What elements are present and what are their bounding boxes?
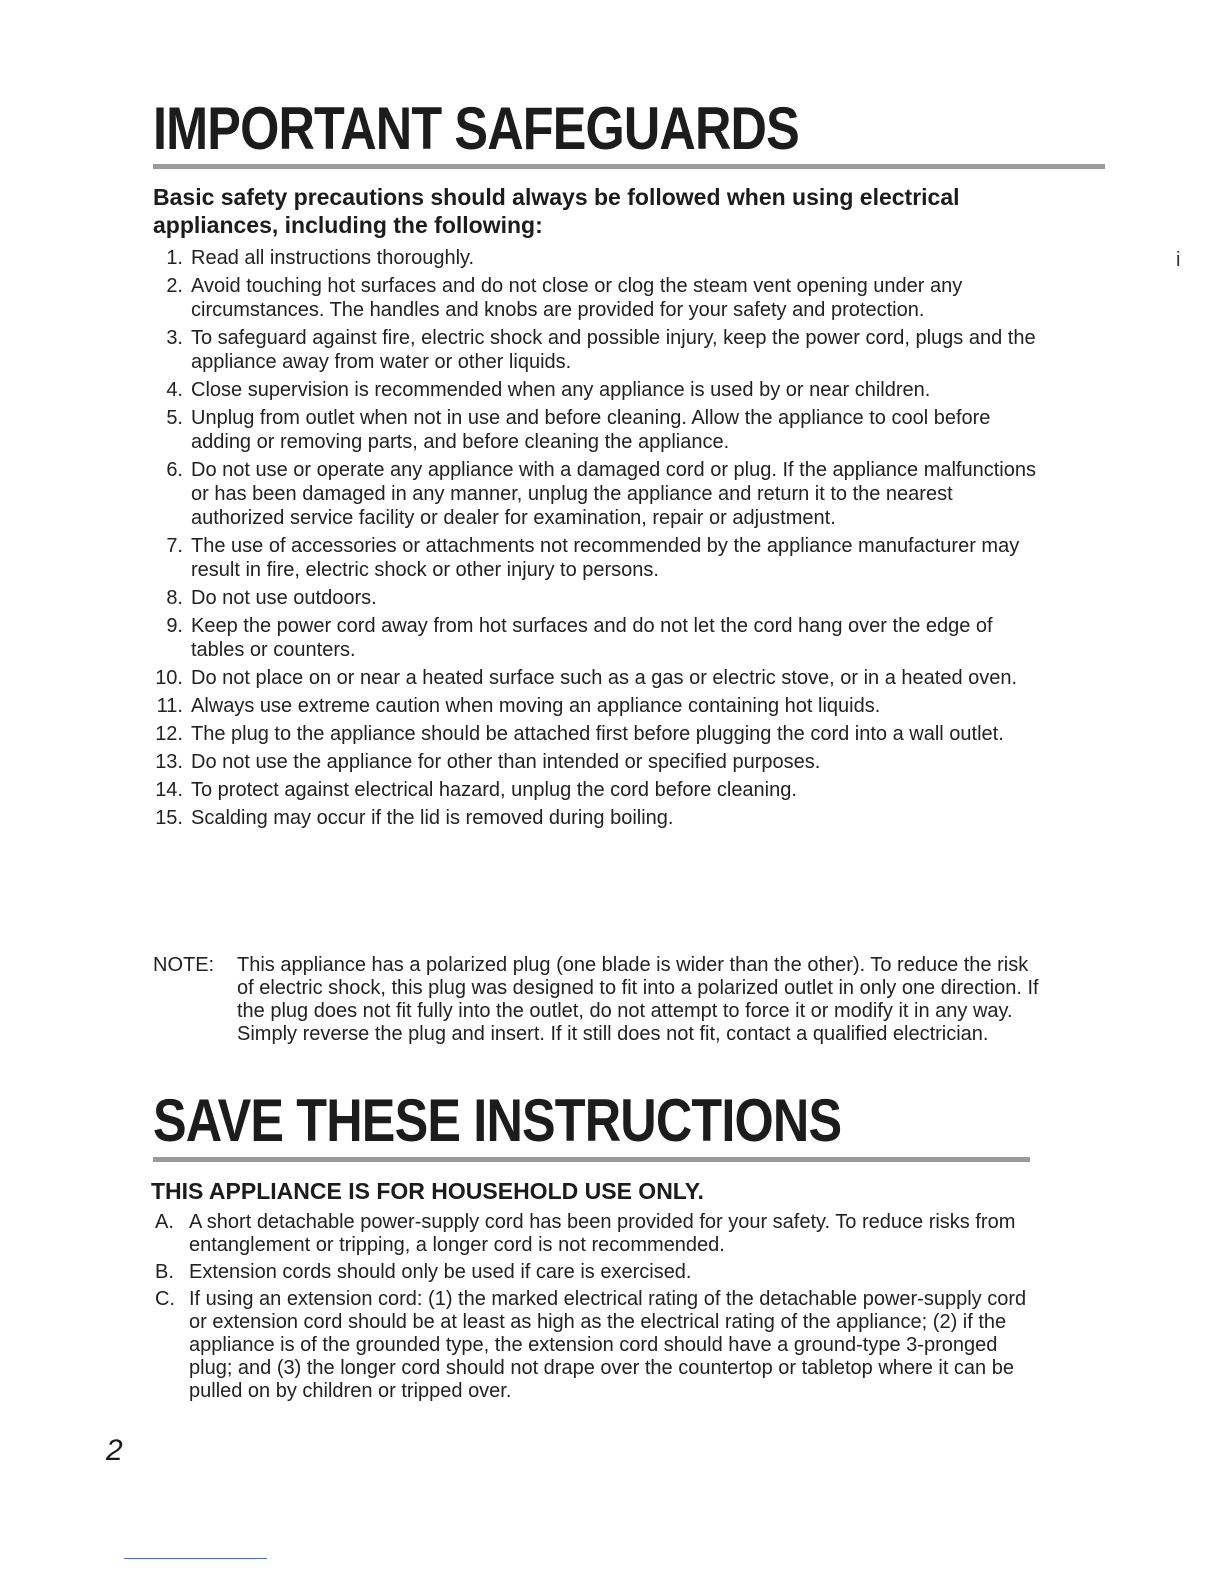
item-text: Do not use the appliance for other than intended or specified purposes. [191, 751, 821, 773]
margin-mark: i [1176, 249, 1181, 271]
item-text: Close supervision is recommended when any appliance is used by or near children. [191, 379, 931, 401]
item-number: 15. [155, 807, 183, 829]
item-text: Do not use or operate any appliance with a damaged cord or plug. If the appliance malfunctions or has been damaged in any manner, unplug the appliance and return it to the nearest authorized service facility or dealer for examination, repair or adjustment. [191, 459, 1036, 529]
note-text: This appliance has a polarized plug (one blade is wider than the other). To reduce the risk of electric shock, this plug was designed to fit into a polarized outlet in only one direction. If the plug does not fit fully into the outlet, do not attempt to force it or modify it in any way. Simply reverse the plug and insert. If it still does not fit, contact a qualified electrician. [237, 954, 1039, 1045]
note-label: NOTE: [153, 954, 215, 976]
item-number: 1. [166, 247, 183, 269]
intro-heading: Basic safety precautions should always be followed when using electrical appliances, including the following: [153, 184, 960, 238]
list-item [153, 274, 1043, 322]
item-number: 4. [166, 379, 183, 401]
list-item [153, 694, 1043, 718]
item-text: Keep the power cord away from hot surfaces and do not let the cord hang over the edge of tables or counters. [191, 615, 993, 661]
item-number: 11. [156, 695, 183, 717]
list-item [153, 246, 1043, 270]
list-item [153, 1261, 1033, 1284]
list-item [153, 326, 1043, 374]
item-number: 6. [166, 459, 183, 481]
save-divider [153, 1157, 1030, 1162]
list-item [153, 778, 1043, 802]
list-item [153, 750, 1043, 774]
item-letter: B. [155, 1261, 174, 1283]
item-text: Extension cords should only be used if care is exercised. [189, 1261, 692, 1283]
title-divider [153, 164, 1105, 169]
item-letter: C. [155, 1288, 175, 1310]
list-item [153, 534, 1043, 582]
list-item [153, 378, 1043, 402]
list-item [153, 722, 1043, 746]
item-text: To protect against electrical hazard, unplug the cord before cleaning. [191, 779, 797, 801]
item-number: 12. [155, 723, 183, 745]
page-title: IMPORTANT SAFEGUARDS [153, 95, 799, 162]
item-number: 3. [166, 327, 183, 349]
item-text: The use of accessories or attachments not recommended by the appliance manufacturer may result in fire, electric shock or other injury to persons. [191, 535, 1020, 581]
item-number: 2. [166, 275, 183, 297]
item-text: Do not place on or near a heated surface such as a gas or electric stove, or in a heated oven. [191, 667, 1018, 689]
list-item [153, 1288, 1033, 1403]
item-number: 7. [166, 535, 183, 557]
list-item [153, 614, 1043, 662]
save-instructions-title: SAVE THESE INSTRUCTIONS [153, 1087, 842, 1154]
item-letter: A. [155, 1211, 174, 1233]
item-text: Avoid touching hot surfaces and do not close or clog the steam vent opening under any circumstances. The handles and knobs are provided for your safety and protection. [191, 275, 963, 321]
item-number: 8. [166, 587, 183, 609]
safeguards-list [153, 246, 1043, 834]
list-item [153, 458, 1043, 530]
item-number: 5. [166, 407, 183, 429]
footer-line [124, 1558, 267, 1559]
list-item [153, 806, 1043, 830]
item-text: A short detachable power-supply cord has been provided for your safety. To reduce risks from entanglement or tripping, a longer cord is not recommended. [189, 1211, 1016, 1256]
page-number: 2 [106, 1434, 123, 1467]
item-text: If using an extension cord: (1) the marked electrical rating of the detachable power-supply cord or extension cord should be at least as high as the electrical rating of the appliance; (2) if the appliance is of the grounded type, the extension cord should have a ground-type 3-pronged plug; and (3) the longer cord should not drape over the countertop or tabletop where it can be pulled on by children or tripped over. [189, 1288, 1027, 1402]
list-item [153, 666, 1043, 690]
item-number: 14. [155, 779, 183, 801]
polarized-plug-note [153, 954, 1043, 1046]
item-number: 9. [166, 615, 183, 637]
item-number: 10. [155, 667, 183, 689]
item-text: To safeguard against fire, electric shock and possible injury, keep the power cord, plugs and the appliance away from water or other liquids. [191, 327, 1036, 373]
list-item [153, 1211, 1033, 1257]
item-text: Do not use outdoors. [191, 587, 377, 609]
item-text: Always use extreme caution when moving an appliance containing hot liquids. [191, 695, 881, 717]
household-use-heading: THIS APPLIANCE IS FOR HOUSEHOLD USE ONLY. [151, 1178, 704, 1204]
item-text: Read all instructions thoroughly. [191, 247, 475, 269]
item-text: Unplug from outlet when not in use and before cleaning. Allow the appliance to cool before adding or removing parts, and before cleaning the appliance. [191, 407, 991, 453]
cord-instructions-list [153, 1211, 1033, 1407]
item-text: The plug to the appliance should be attached first before plugging the cord into a wall outlet. [191, 723, 1004, 745]
item-text: Scalding may occur if the lid is removed during boiling. [191, 807, 674, 829]
list-item [153, 406, 1043, 454]
list-item [153, 586, 1043, 610]
item-number: 13. [155, 751, 183, 773]
